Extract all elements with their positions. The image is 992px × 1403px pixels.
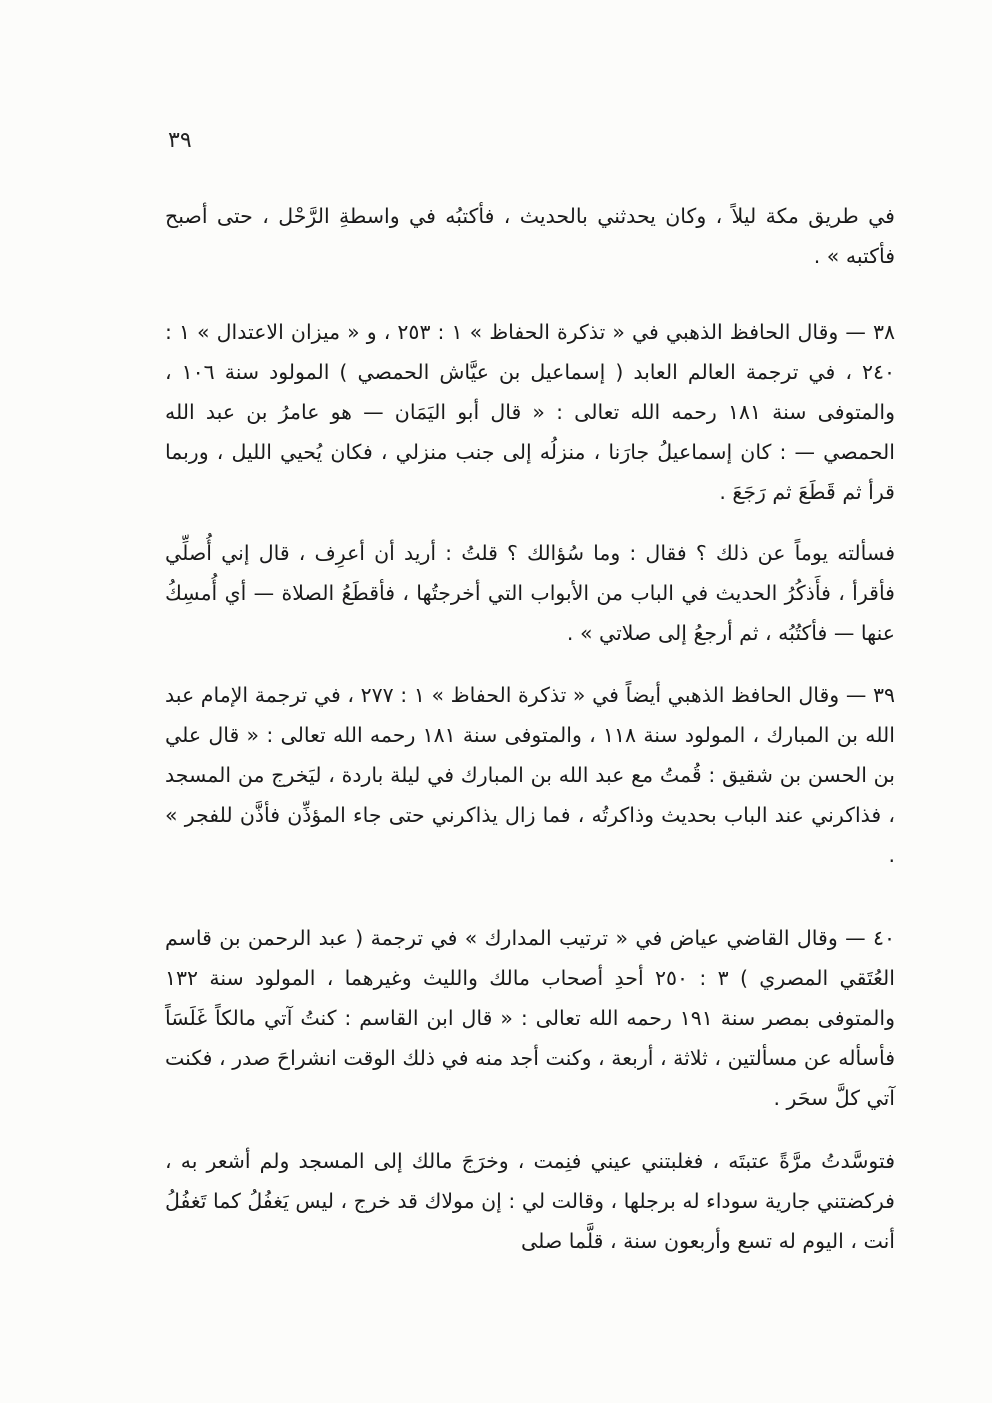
paragraph-text: فتوسَّدتُ مرَّةً عتبتَه ، فغلبتني عيني فنِمت ، وخرَجَ مالك إلى المسجد ولم أشعر به ، فركضتني جارية سوداء له برجلها ، وقالت لي : إن مولاك قد خرج ، ليس يَغفُلُ كما تَغفُلُ أنت ، اليوم له تسع وأربعون سنة ، قلَّما صلى: [165, 1149, 895, 1253]
paragraph-text: ٣٨ — وقال الحافظ الذهبي في « تذكرة الحفاظ » ١ : ٢٥٣ ، و « ميزان الاعتدال » ١ : ٢٤٠ ، في ترجمة العالم العابد ( إسماعيل بن عيَّاش الحمصي ) المولود سنة ١٠٦ ، والمتوفى سنة ١٨١ رحمه الله تعالى : « قال أبو اليَمَان — هو عامرُ بن عبد الله الحمصي — : كان إسماعيلُ جارَنا ، منزلُه إلى جنب منزلي ، فكان يُحيي الليل ، وربما قرأ ثم قَطَعَ ثم رَجَعَ .: [165, 320, 895, 504]
paragraph-text: ٣٩ — وقال الحافظ الذهبي أيضاً في « تذكرة الحفاظ » ١ : ٢٧٧ ، في ترجمة الإمام عبد الله بن المبارك ، المولود سنة ١١٨ ، والمتوفى سنة ١٨١ رحمه الله تعالى : « قال علي بن الحسن بن شقيق : قُمتُ مع عبد الله بن المبارك في ليلة باردة ، ليَخرج من المسجد ، فذاكرني عند الباب بحديث وذاكرتُه ، فما زال يذاكرني حتى جاء المؤذِّن فأذَّن للفجر » .: [165, 683, 895, 867]
paragraph-40-continued: [165, 1141, 895, 1261]
paragraph-text: في طريق مكة ليلاً ، وكان يحدثني بالحديث ، فأكتبُه في واسطةِ الرَّحْل ، حتى أصبح فأكتبه » .: [165, 204, 895, 268]
paragraph-38-continued: [165, 533, 895, 653]
paragraph-38: [165, 312, 895, 512]
paragraph-text: فسألته يوماً عن ذلك ؟ فقال : وما سُؤالك ؟ قلتُ : أريد أن أعرِف ، قال إني أُصلِّي فأقرأ ، فأَذكُرُ الحديث في الباب من الأبواب التي أخرجتُها ، فأقطَعُ الصلاة — أي أُمسِكُ عنها — فأكتُبُه ، ثم أرجعُ إلى صلاتي » .: [165, 541, 895, 645]
paragraph-39: [165, 675, 895, 875]
paragraph-40: [165, 918, 895, 1118]
paragraph-continuation: [165, 196, 895, 276]
paragraph-text: ٤٠ — وقال القاضي عياض في « ترتيب المدارك » في ترجمة ( عبد الرحمن بن قاسم العُتَقي المصري ) ٣ : ٢٥٠ أحدِ أصحاب مالك والليث وغيرهما ، المولود سنة ١٣٢ والمتوفى بمصر سنة ١٩١ رحمه الله تعالى : « قال ابن القاسم : كنتُ آتي مالكاً غَلَسَاً فأسأله عن مسألتين ، ثلاثة ، أربعة ، وكنت أجد منه في ذلك الوقت انشراحَ صدر ، فكنت آتي كلَّ سحَر .: [165, 926, 895, 1110]
page-number: ٣٩: [168, 128, 192, 153]
